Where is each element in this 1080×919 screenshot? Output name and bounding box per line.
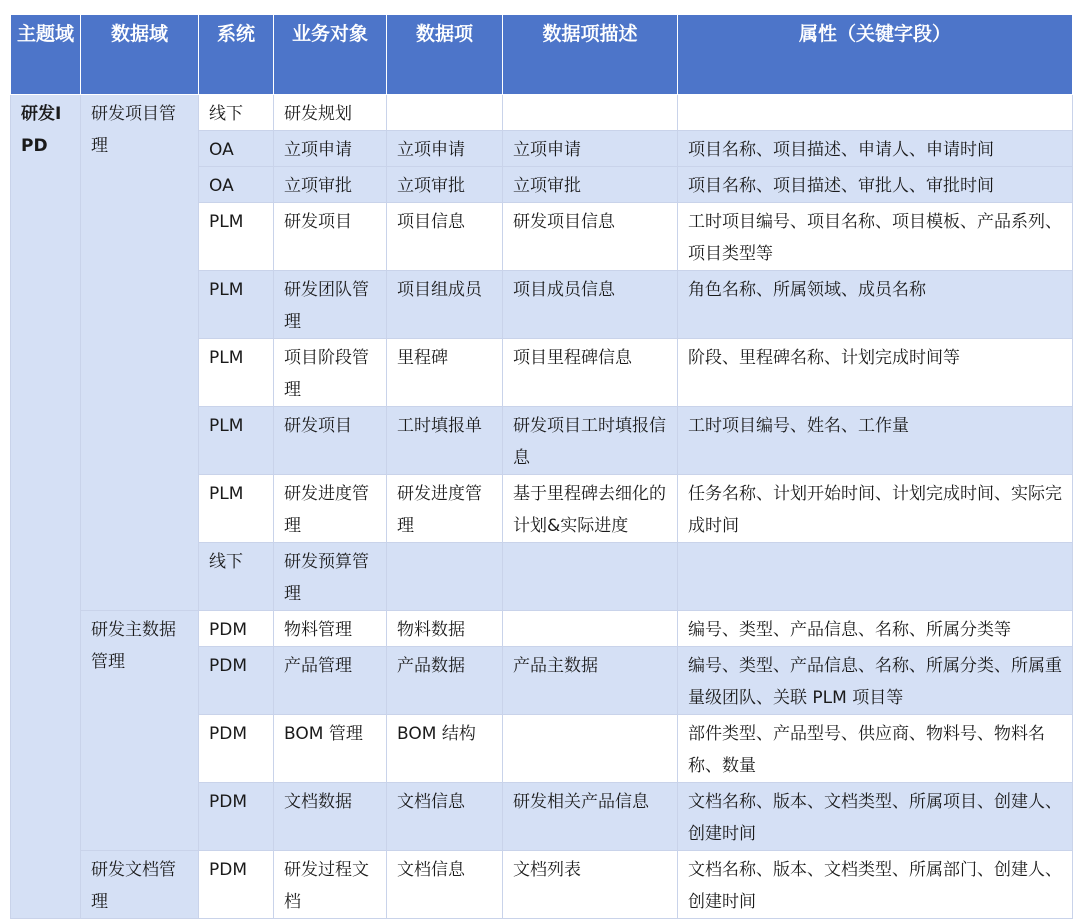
data-item-cell: 项目组成员 — [387, 271, 503, 339]
data-item-desc-cell: 研发项目信息 — [503, 203, 678, 271]
attributes-cell: 部件类型、产品型号、供应商、物料号、物料名称、数量 — [678, 715, 1073, 783]
business-object-cell: 物料管理 — [274, 611, 387, 647]
data-item-desc-cell: 文档列表 — [503, 851, 678, 919]
system-cell: PLM — [199, 271, 274, 339]
business-object-cell: 研发团队管理 — [274, 271, 387, 339]
attributes-cell: 角色名称、所属领域、成员名称 — [678, 271, 1073, 339]
attributes-cell: 编号、类型、产品信息、名称、所属分类等 — [678, 611, 1073, 647]
data-item-cell: 研发进度管理 — [387, 475, 503, 543]
data-item-desc-cell: 项目里程碑信息 — [503, 339, 678, 407]
data-item-cell: 里程碑 — [387, 339, 503, 407]
attributes-cell: 阶段、里程碑名称、计划完成时间等 — [678, 339, 1073, 407]
header-row — [11, 15, 1073, 95]
business-object-cell: 项目阶段管理 — [274, 339, 387, 407]
system-cell: PDM — [199, 715, 274, 783]
data-item-desc-cell: 产品主数据 — [503, 647, 678, 715]
system-cell: OA — [199, 167, 274, 203]
table-row — [11, 851, 1073, 919]
table-row — [11, 611, 1073, 647]
data-item-cell: 工时填报单 — [387, 407, 503, 475]
data-item-cell: 立项申请 — [387, 131, 503, 167]
data-item-desc-cell — [503, 611, 678, 647]
system-cell: PLM — [199, 339, 274, 407]
domain-cell: 研发项目管理 — [81, 95, 199, 611]
data-item-cell — [387, 543, 503, 611]
business-object-cell: 研发项目 — [274, 203, 387, 271]
data-item-desc-cell: 项目成员信息 — [503, 271, 678, 339]
attributes-cell: 项目名称、项目描述、审批人、审批时间 — [678, 167, 1073, 203]
system-cell: PLM — [199, 475, 274, 543]
attributes-cell: 工时项目编号、项目名称、项目模板、产品系列、项目类型等 — [678, 203, 1073, 271]
system-cell: PLM — [199, 407, 274, 475]
data-item-cell: 产品数据 — [387, 647, 503, 715]
data-catalog-table — [10, 14, 1073, 919]
data-item-desc-cell: 研发项目工时填报信息 — [503, 407, 678, 475]
attributes-cell: 工时项目编号、姓名、工作量 — [678, 407, 1073, 475]
system-cell: OA — [199, 131, 274, 167]
attributes-cell: 任务名称、计划开始时间、计划完成时间、实际完成时间 — [678, 475, 1073, 543]
header-data-item-desc: 数据项描述 — [503, 15, 678, 95]
system-cell: 线下 — [199, 543, 274, 611]
data-item-cell: 立项审批 — [387, 167, 503, 203]
attributes-cell — [678, 543, 1073, 611]
system-cell: 线下 — [199, 95, 274, 131]
business-object-cell: 立项申请 — [274, 131, 387, 167]
data-item-cell: 项目信息 — [387, 203, 503, 271]
header-attributes: 属性（关键字段） — [678, 15, 1073, 95]
business-object-cell: 立项审批 — [274, 167, 387, 203]
data-item-desc-cell — [503, 715, 678, 783]
system-cell: PDM — [199, 647, 274, 715]
system-cell: PLM — [199, 203, 274, 271]
data-item-cell: 物料数据 — [387, 611, 503, 647]
data-item-desc-cell — [503, 543, 678, 611]
header-business-object: 业务对象 — [274, 15, 387, 95]
attributes-cell — [678, 95, 1073, 131]
attributes-cell: 文档名称、版本、文档类型、所属部门、创建人、创建时间 — [678, 851, 1073, 919]
data-item-cell: 文档信息 — [387, 851, 503, 919]
data-item-desc-cell — [503, 95, 678, 131]
header-domain: 数据域 — [81, 15, 199, 95]
data-item-desc-cell: 基于里程碑去细化的计划&实际进度 — [503, 475, 678, 543]
business-object-cell: 研发进度管理 — [274, 475, 387, 543]
business-object-cell: 研发规划 — [274, 95, 387, 131]
data-item-cell: BOM 结构 — [387, 715, 503, 783]
attributes-cell: 项目名称、项目描述、申请人、申请时间 — [678, 131, 1073, 167]
domain-cell: 研发文档管理 — [81, 851, 199, 919]
topic-cell: 研发IPD — [11, 95, 81, 919]
attributes-cell: 文档名称、版本、文档类型、所属项目、创建人、创建时间 — [678, 783, 1073, 851]
data-item-desc-cell: 立项申请 — [503, 131, 678, 167]
system-cell: PDM — [199, 611, 274, 647]
system-cell: PDM — [199, 783, 274, 851]
business-object-cell: BOM 管理 — [274, 715, 387, 783]
domain-cell: 研发主数据管理 — [81, 611, 199, 851]
system-cell: PDM — [199, 851, 274, 919]
header-data-item: 数据项 — [387, 15, 503, 95]
data-item-cell: 文档信息 — [387, 783, 503, 851]
data-item-desc-cell: 研发相关产品信息 — [503, 783, 678, 851]
business-object-cell: 文档数据 — [274, 783, 387, 851]
attributes-cell: 编号、类型、产品信息、名称、所属分类、所属重量级团队、关联 PLM 项目等 — [678, 647, 1073, 715]
header-system: 系统 — [199, 15, 274, 95]
business-object-cell: 研发项目 — [274, 407, 387, 475]
header-topic: 主题域 — [11, 15, 81, 95]
data-item-desc-cell: 立项审批 — [503, 167, 678, 203]
business-object-cell: 研发预算管理 — [274, 543, 387, 611]
table-row — [11, 95, 1073, 131]
business-object-cell: 产品管理 — [274, 647, 387, 715]
business-object-cell: 研发过程文档 — [274, 851, 387, 919]
data-item-cell — [387, 95, 503, 131]
